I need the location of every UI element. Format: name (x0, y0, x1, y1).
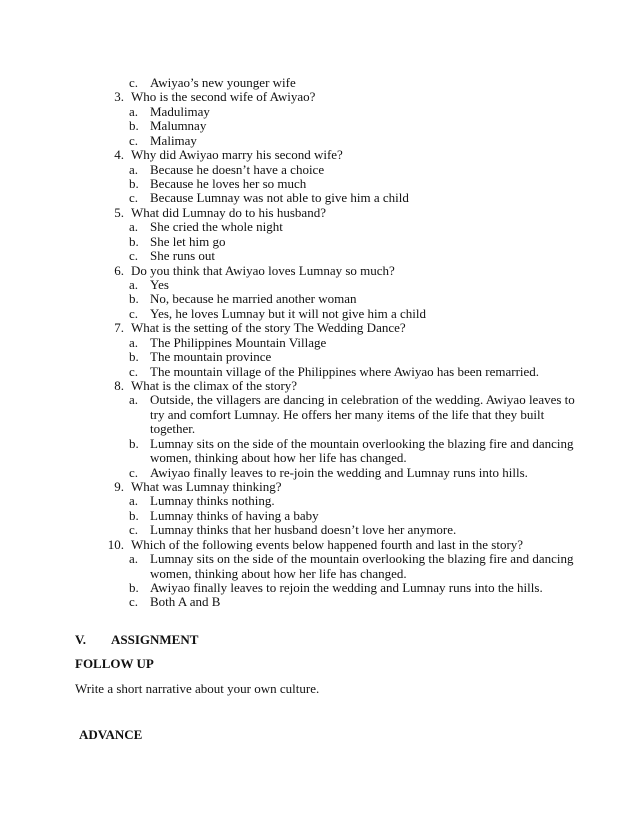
option-text: women, thinking about how her life has changed. (150, 565, 407, 581)
option-text: Awiyao’s new younger wife (150, 75, 296, 90)
option-letter: b. (129, 176, 139, 191)
option-letter: b. (129, 291, 139, 307)
option-text: Malumnay (150, 118, 207, 134)
question-number: 6. (114, 262, 124, 278)
option-letter: b. (129, 233, 139, 249)
option-letter: c. (129, 363, 139, 379)
option-text: Lumnay thinks that her husband doesn’t love her anymore. (150, 522, 457, 538)
option-letter: b. (129, 349, 139, 365)
question-text: Why did Awiyao marry his second wife? (131, 147, 343, 163)
option-text: Yes (150, 277, 169, 293)
question-number: 4. (114, 147, 124, 163)
option-letter: a. (129, 277, 139, 293)
question-text: What is the climax of the story? (131, 378, 298, 394)
option-letter: c. (129, 75, 139, 90)
option-text: The Philippines Mountain Village (150, 334, 327, 350)
question-text: What was Lumnay thinking? (131, 479, 282, 495)
question-number: 8. (114, 378, 124, 394)
advance-heading: ADVANCE (79, 727, 143, 742)
question-text: Do you think that Awiyao loves Lumnay so much? (131, 262, 395, 278)
option-letter: b. (129, 507, 139, 523)
option-letter: c. (129, 190, 139, 206)
option-text: together. (150, 421, 196, 437)
option-text: women, thinking about how her life has changed. (150, 450, 407, 466)
question-number: 3. (114, 89, 124, 105)
option-letter: a. (129, 392, 139, 408)
option-text: try and comfort Lumnay. He offers her many items of the life that they built (150, 406, 545, 422)
option-letter: a. (129, 551, 139, 567)
question-number: 7. (114, 320, 124, 336)
follow-up-heading: FOLLOW UP (75, 656, 154, 671)
option-text: Both A and B (150, 594, 221, 610)
option-letter: b. (129, 118, 139, 134)
option-text: The mountain province (150, 349, 272, 365)
option-text: Madulimay (150, 103, 210, 119)
option-text: Because he doesn’t have a choice (150, 161, 325, 177)
option-text: Lumnay sits on the side of the mountain overlooking the blazing fire and dancing (150, 435, 574, 451)
question-text: Which of the following events below happened fourth and last in the story? (131, 536, 524, 552)
option-letter: a. (129, 103, 139, 119)
option-text: Lumnay sits on the side of the mountain overlooking the blazing fire and dancing (150, 551, 574, 567)
option-letter: a. (129, 219, 139, 235)
option-text: Awiyao finally leaves to rejoin the wedding and Lumnay runs into the hills. (150, 580, 543, 596)
option-text: The mountain village of the Philippines where Awiyao has been remarried. (150, 363, 540, 379)
option-text: Lumnay thinks nothing. (150, 493, 275, 509)
option-letter: a. (129, 334, 139, 350)
option-letter: a. (129, 493, 139, 509)
section-title: ASSIGNMENT (111, 632, 199, 647)
option-text: Yes, he loves Lumnay but it will not give him a child (150, 305, 426, 321)
option-text: Outside, the villagers are dancing in celebration of the wedding. Awiyao leaves to (150, 392, 575, 408)
option-letter: c. (129, 522, 139, 538)
option-text: No, because he married another woman (150, 291, 357, 307)
question-text: Who is the second wife of Awiyao? (131, 89, 316, 105)
option-text: Because he loves her so much (150, 176, 307, 191)
question-number: 10. (107, 536, 124, 552)
option-letter: c. (129, 248, 139, 264)
question-number: 5. (114, 204, 124, 220)
question-text: What is the setting of the story The Wedding Dance? (131, 320, 406, 336)
option-letter: c. (129, 464, 139, 480)
question-number: 9. (114, 479, 124, 495)
option-text: She let him go (150, 233, 226, 249)
option-text: Because Lumnay was not able to give him a child (150, 190, 409, 206)
option-letter: b. (129, 580, 139, 596)
option-letter: a. (129, 161, 139, 177)
question-text: What did Lumnay do to his husband? (131, 204, 326, 220)
option-text: She cried the whole night (150, 219, 283, 235)
option-letter: c. (129, 594, 139, 610)
option-letter: c. (129, 305, 139, 321)
option-text: Malimay (150, 132, 197, 148)
section-numeral: V. (75, 632, 86, 647)
option-text: Lumnay thinks of having a baby (150, 507, 319, 523)
option-text: She runs out (150, 248, 215, 264)
follow-up-text: Write a short narrative about your own culture. (75, 681, 320, 696)
option-letter: b. (129, 435, 139, 451)
option-text: Awiyao finally leaves to re-join the wedding and Lumnay runs into hills. (150, 464, 528, 480)
option-letter: c. (129, 132, 139, 148)
